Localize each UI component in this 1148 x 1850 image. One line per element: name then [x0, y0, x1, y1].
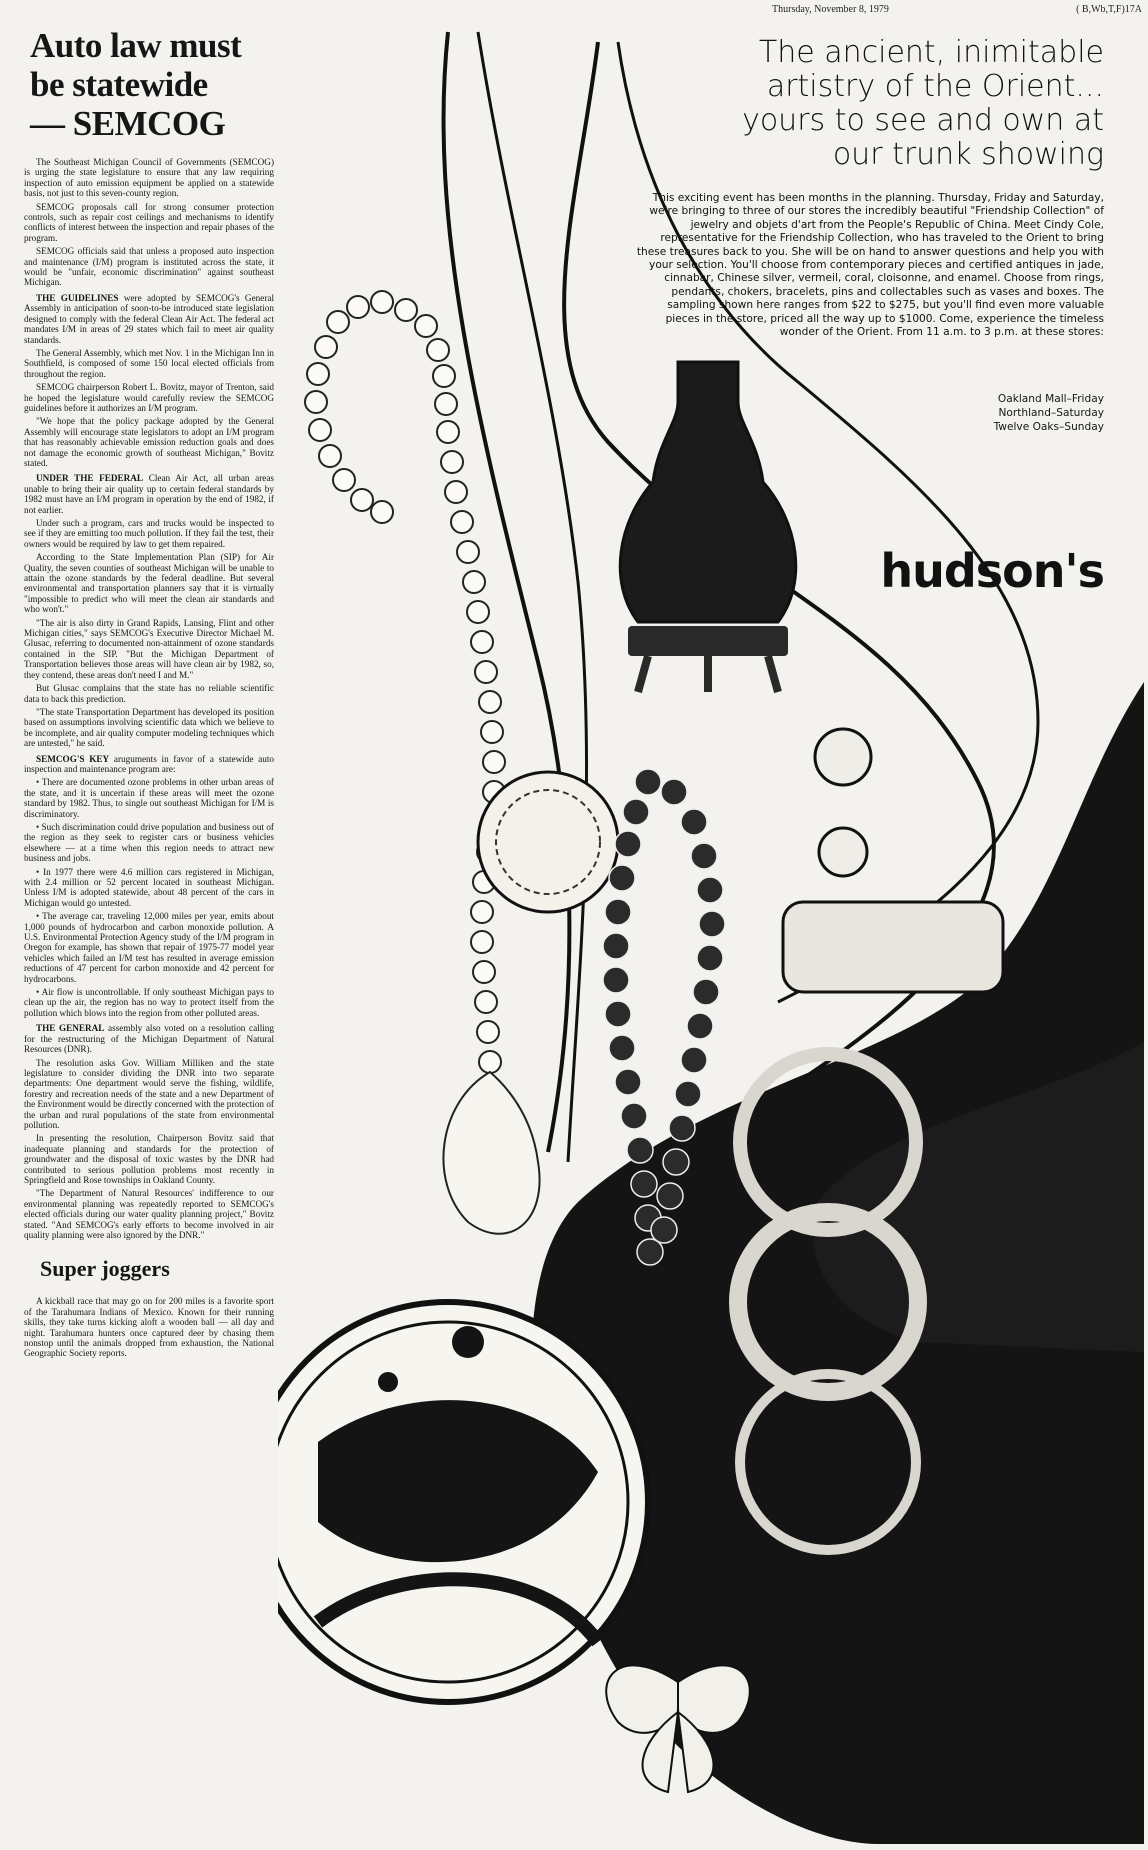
bullet-paragraph: • The average car, traveling 12,000 miles per year, emits about 1,000 pounds of hydrocarbon and carbon monoxide pollution. A U.S. Environmental Protection Agency study of the I/M program in Oregon for example, has shown that repair of 1975-77 model year vehicles which failed an I/M test has resulted in average emission reductions of 47 percent for carbon monoxide and 42 percent for hydrocarbons.	[24, 911, 274, 984]
masthead	[772, 4, 1142, 18]
paragraph: SEMCOG proposals call for strong consumer protection controls, such as repair cost ceilings and mechanisms to identify conflicts of interest between the inspection and repair phases of the program.	[24, 201, 274, 243]
cord	[478, 32, 587, 1162]
bullet-paragraph: • Such discrimination could drive population and business out of the region as they seek to register cars or business vehicles elsewhere — at a time when this region needs to attract new business and jobs.	[24, 821, 274, 864]
silver-bracelet	[783, 902, 1003, 992]
masthead-edition: ( B,Wb,T,F)17A	[1076, 4, 1142, 15]
paragraph: SEMCOG officials said that unless a proposed auto inspection and maintenance (I/M) program is instituted across the state, it would be "unfair, economic discrimination" against southeast Michigan.	[24, 246, 274, 288]
store-item: Twelve Oaks–Sunday	[993, 421, 1104, 433]
paragraph-text: Clean Air Act, all urban areas unable to bring their air quality up to certain federal standards by 1982 must have an I/M program in operation by the end of 1982, if not earlier.	[24, 473, 274, 515]
brief-text: A kickball race that may go on for 200 miles is a favorite sport of the Tarahumara Indians of Mexico. Known for their running skills, they take turns kicking aloft a wooden ball — all day and night. Tarahumara hunters once captured deer by chasing them nonstop until the animals dropped from exhaustion, the National Geographic Society reports.	[24, 1296, 274, 1359]
section-lead: UNDER THE FEDERAL	[36, 473, 144, 484]
paragraph: The Southeast Michigan Council of Governments (SEMCOG) is urging the state legislature to ensure that any law requiring inspection of auto emission equipment be applied on a statewide basis, not just to this seven-county region.	[24, 157, 274, 199]
store-list	[904, 392, 1104, 434]
bullet-paragraph: • There are documented ozone problems in other urban areas of the state, and it is uncertain if these areas will meet the ozone standard by 1982. Thus, to single out southeast Michigan for I/M is discriminatory.	[24, 777, 274, 819]
paragraph: But Glusac complains that the state has no reliable scientific data to back this prediction.	[24, 683, 274, 704]
section-lead: SEMCOG'S KEY	[36, 753, 110, 764]
paragraph: "The Department of Natural Resources' indifference to our environmental planning was repeatedly reported to SEMCOG's elected officials during our water quality planning project," Bovitz stated. "And SEMCOG's early efforts to become involved in air quality planning were also ignored by the DNR."	[24, 1188, 274, 1240]
jade-pendant	[443, 1072, 539, 1234]
paragraph: The resolution asks Gov. William Milliken and the state legislature to consider dividing the DNR into two separate departments: One department would serve the fishing, wildlife, forestry and recreation needs of the state and a new Department of the Environment would be directly concerned with the protection of the urban and rural populations of the state from environmental pollution.	[24, 1057, 274, 1130]
ring	[819, 828, 867, 876]
section-lead: THE GENERAL	[36, 1023, 105, 1034]
paragraph: The General Assembly, which met Nov. 1 in the Michigan Inn in Southfield, is composed of some 150 local elected officials from throughout the region.	[24, 347, 274, 379]
section-lead: THE GUIDELINES	[36, 292, 119, 303]
brief-headline: Super joggers	[40, 1256, 170, 1282]
bullet-paragraph: • In 1977 there were 4.6 million cars registered in Michigan, with 2.4 million or 52 percent located in southeast Michigan. Unless I/M is adopted statewide, about 48 percent of the cars in Michigan would go untested.	[24, 866, 274, 908]
paragraph	[24, 1023, 274, 1054]
paragraph-text: aruguments in favor of a statewide auto inspection and maintenance program are:	[24, 753, 274, 774]
headline-line: Auto law must	[30, 26, 242, 65]
paragraph: Under such a program, cars and trucks would be inspected to see if they are emitting too much pollution. If they fail the test, their owners would be required by law to get them repaired.	[24, 518, 274, 549]
article-column	[24, 22, 274, 1844]
headline-line: be statewide	[30, 65, 208, 104]
paragraph-text: were adopted by SEMCOG's General Assembly in anticipation of soon-to-be introduced state legislation designed to comply with the federal Clean Air Act. The federal act mandates I/M in areas of 29 states which fail to meet air quality standards.	[24, 292, 274, 345]
paragraph: "We hope that the policy package adopted by the General Assembly will encourage state legislators to adopt an I/M program that has reasonably achievable emission reduction goals and does not damage the economic growth of southeast Michigan," Bovitz stated.	[24, 416, 274, 468]
paragraph	[24, 473, 274, 515]
store-item: Northland–Saturday	[998, 407, 1104, 419]
paragraph	[24, 754, 274, 775]
masthead-date: Thursday, November 8, 1979	[772, 4, 889, 15]
store-item: Oakland Mall–Friday	[997, 393, 1104, 405]
headline-line: — SEMCOG	[30, 104, 226, 143]
article-headline	[30, 26, 274, 143]
bullet-paragraph: • Air flow is uncontrollable. If only southeast Michigan pays to clean up the air, the region has no way to protect itself from the pollution which blows into the region from other polluted areas.	[24, 987, 274, 1018]
paragraph: "The state Transportation Department has developed its position based on assumptions involving scientific data which we believe to be incomplete, and air quality computer modeling techniques which are untested," he said.	[24, 706, 274, 749]
carved-pendant	[478, 772, 618, 912]
ad-body: This exciting event has been months in the planning. Thursday, Friday and Saturday, we're bringing to three of our stores the incredibly beautiful "Friendship Collection" of jewelry and objets d'art from the People's Republic of China. Meet Cindy Cole, representative for the Friendship Collection, who has traveled to the Orient to bring these treasures back to you. She will be on hand to answer questions and help you with your selection. You'll choose from contemporary pieces and certified antiques in jade, cinnabar, Chinese silver, vermeil, coral, cloisonne, and enamel. Choose from rings, pendants, chokers, bracelets, pins and collectables such as vases and boxes. The sampling shown here ranges from $22 to $275, but you'll find even more valuable pieces in the store, priced all the way up to $1000. Come, experience the timeless wonder of the Orient. From 11 a.m. to 3 p.m. at these stores:	[636, 192, 1104, 339]
ring	[815, 729, 871, 785]
paragraph	[24, 293, 274, 345]
paragraph: SEMCOG chairperson Robert L. Bovitz, mayor of Trenton, said he hoped the legislature would carefully review the SEMCOG guidelines before it authorizes an I/M program.	[24, 382, 274, 413]
paragraph: According to the State Implementation Plan (SIP) for Air Quality, the seven counties of southeast Michigan will be unable to attain the ozone standards by the federal deadline. But several environmental and transportation planners say that it is virtually "impossible to predict who will meet the clean air standards and who won't."	[24, 552, 274, 615]
paragraph: In presenting the resolution, Chairperson Bovitz said that inadequate planning and standards for the protection of groundwater and the disposal of toxic wastes by the DNR had contributed to serious pollution problems most recently in Springfield and Rose townships in Oakland County.	[24, 1133, 274, 1185]
paragraph: "The air is also dirty in Grand Rapids, Lansing, Flint and other Michigan cities," says SEMCOG's Executive Director Michael M. Glusac, referring to documented non-attainment of ozone standards contained in the SIP. "But the Michigan Department of Transportation believes those areas will have clean air by 1982, so, they contend, these areas don't need I and M."	[24, 617, 274, 680]
advertisement	[278, 22, 1144, 1844]
cloisonne-vase	[620, 362, 796, 622]
bead-necklace	[305, 291, 505, 1073]
hudsons-logo: hudson's	[880, 544, 1104, 598]
ad-headline: The ancient, inimitable artistry of the Orient... yours to see and own at our trunk showing	[742, 35, 1104, 172]
paragraph-text: assembly also voted on a resolution calling for the restructuring of the Michigan Department of Natural Resources (DNR).	[24, 1023, 274, 1055]
vase-stand	[628, 626, 788, 656]
cord	[444, 32, 570, 1152]
